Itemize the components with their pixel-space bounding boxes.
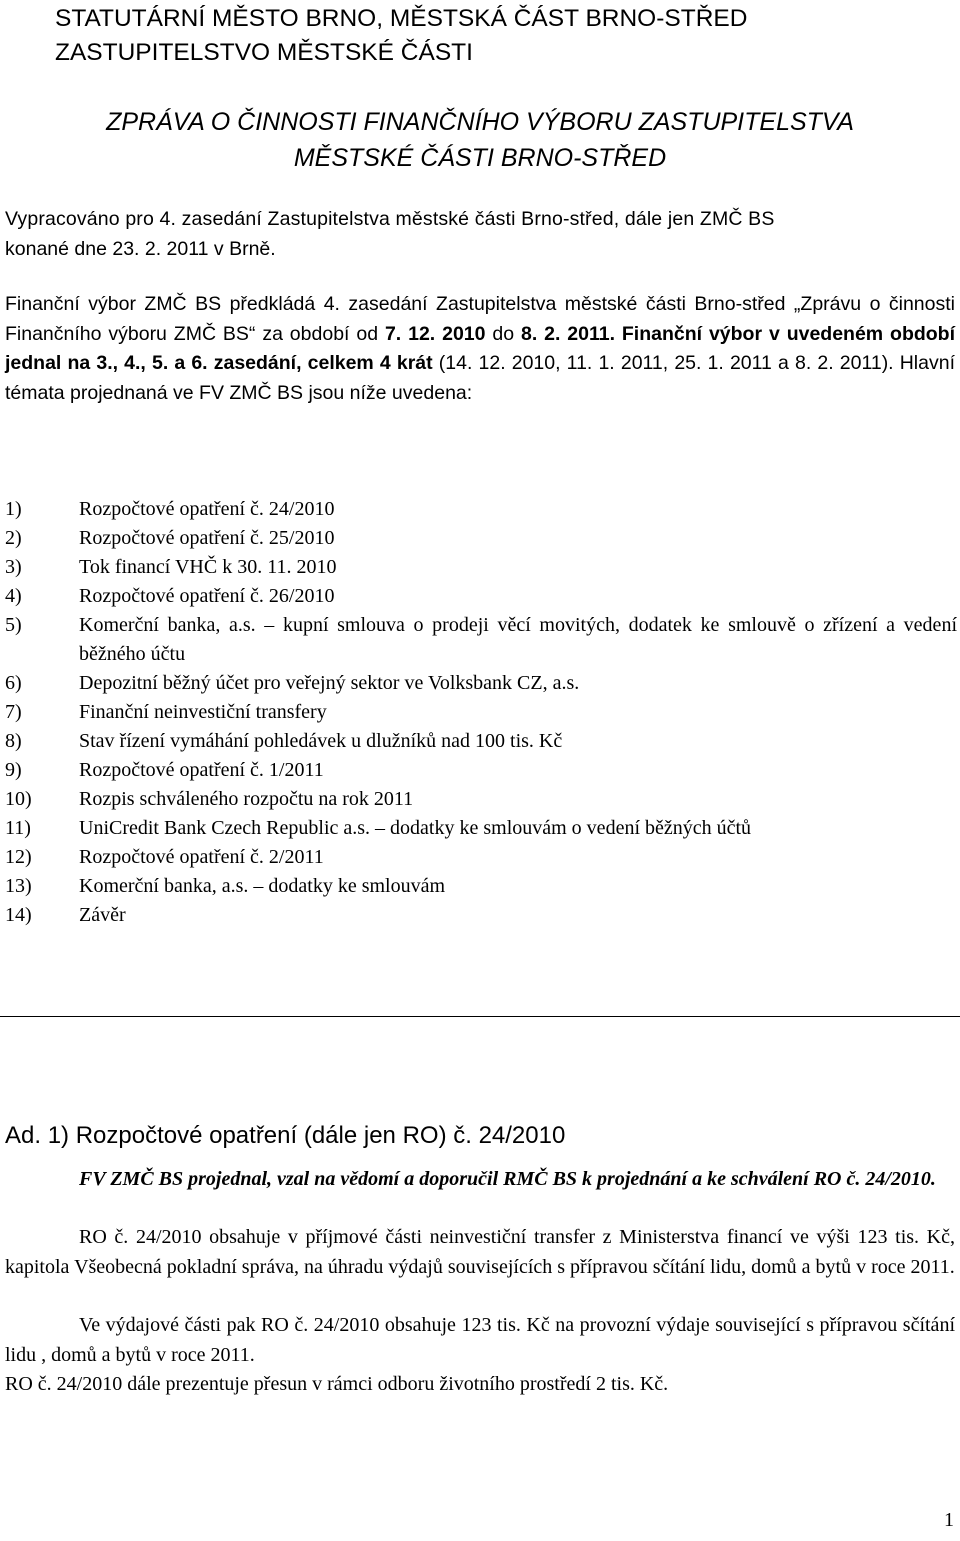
title-line-1: STATUTÁRNÍ MĚSTO BRNO, MĚSTSKÁ ČÁST BRNO-STŘED <box>55 5 748 32</box>
list-item: 14) Závěr <box>5 904 126 926</box>
ad1-paragraph-1: RO č. 24/2010 obsahuje v příjmové části neinvestiční transfer z Ministerstva financí ve výši 123 tis. Kč, kapitola Všeobecná pokladní správa, na úhradu výdajů souvisejících s přípravou sčítání lidu, domů a bytů v roce 2011. <box>5 1226 955 1278</box>
resolution-text: FV ZMČ BS projednal, vzal na vědomí a doporučil RMČ BS k projednání a ke schválení RO č. 24/2010. <box>79 1168 936 1190</box>
intro-line-2: konané dne 23. 2. 2011 v Brně. <box>5 237 276 260</box>
summary-period-end: 8. 2. 2011. Finanční výbor v uvedeném období jednal na 3., 4., 5. a 6. zasedání, celkem 4 krát <box>5 322 956 374</box>
document-title <box>55 2 747 70</box>
list-item: 4) Rozpočtové opatření č. 26/2010 <box>5 585 335 607</box>
report-title <box>44 104 916 176</box>
section-heading-ad1: Ad. 1) Rozpočtové opatření (dále jen RO) č. 24/2010 <box>5 1122 566 1149</box>
summary-period-start: 7. 12. 2010 <box>384 322 486 345</box>
page-number: 1 <box>944 1509 954 1531</box>
list-item: 10) Rozpis schváleného rozpočtu na rok 2011 <box>5 788 414 810</box>
intro-line-1: Vypracováno pro 4. zasedání Zastupitelstva městské části Brno-střed, dále jen ZMČ BS <box>5 208 775 230</box>
intro-paragraph <box>5 205 955 264</box>
list-item: 6) Depozitní běžný účet pro veřejný sektor ve Volksbank CZ, a.s. <box>5 672 580 694</box>
title-line-2: ZASTUPITELSTVO MĚSTSKÉ ČÁSTI <box>55 39 473 66</box>
list-item: 11) UniCredit Bank Czech Republic a.s. – dodatky ke smlouvám o vedení běžných účtů <box>5 817 752 839</box>
list-item: 12) Rozpočtové opatření č. 2/2011 <box>5 846 324 868</box>
report-title-line-1: ZPRÁVA O ČINNOSTI FINANČNÍHO VÝBORU ZASTUPITELSTVA <box>106 108 854 136</box>
list-item: 9) Rozpočtové opatření č. 1/2011 <box>5 759 324 781</box>
summary-text-3: (14. 12. 2010, 11. 1. 2011, 25. 1. 2011 a 8. 2. 2011). Hlavní témata projednaná ve FV ZMČ BS jsou níže uvedena: <box>5 352 955 404</box>
summary-paragraph <box>5 290 955 408</box>
list-item: 7) Finanční neinvestiční transfery <box>5 701 327 723</box>
section-divider <box>0 1016 960 1017</box>
summary-text-2: do <box>485 322 521 345</box>
ad1-paragraph-3: RO č. 24/2010 dále prezentuje přesun v rámci odboru životního prostředí 2 tis. Kč. <box>5 1373 669 1395</box>
report-title-line-2: MĚSTSKÉ ČÁSTI BRNO-STŘED <box>293 144 667 172</box>
list-item: 13) Komerční banka, a.s. – dodatky ke smlouvám <box>5 875 446 897</box>
list-item: 1) Rozpočtové opatření č. 24/2010 <box>5 498 335 520</box>
list-item: 5) Komerční banka, a.s. – kupní smlouva o prodeji věcí movitých, dodatek ke smlouvě o zřízení a vedení běžného účtu <box>5 614 957 665</box>
ad1-paragraph-2: Ve výdajové části pak RO č. 24/2010 obsahuje 123 tis. Kč na provozní výdaje související s přípravou sčítání lidu , domů a bytů v roce 2011. <box>5 1314 955 1366</box>
topics-list <box>5 495 957 930</box>
list-item: 8) Stav řízení vymáhání pohledávek u dlužníků nad 100 tis. Kč <box>5 730 563 752</box>
summary-text-1: Finanční výbor ZMČ BS předkládá 4. zasedání Zastupitelstva městské části Brno-střed „Zprávu o činnosti Finančního výboru ZMČ BS“ za období od <box>5 293 955 345</box>
list-item: 3) Tok financí VHČ k 30. 11. 2010 <box>5 556 337 578</box>
list-item: 2) Rozpočtové opatření č. 25/2010 <box>5 527 335 549</box>
